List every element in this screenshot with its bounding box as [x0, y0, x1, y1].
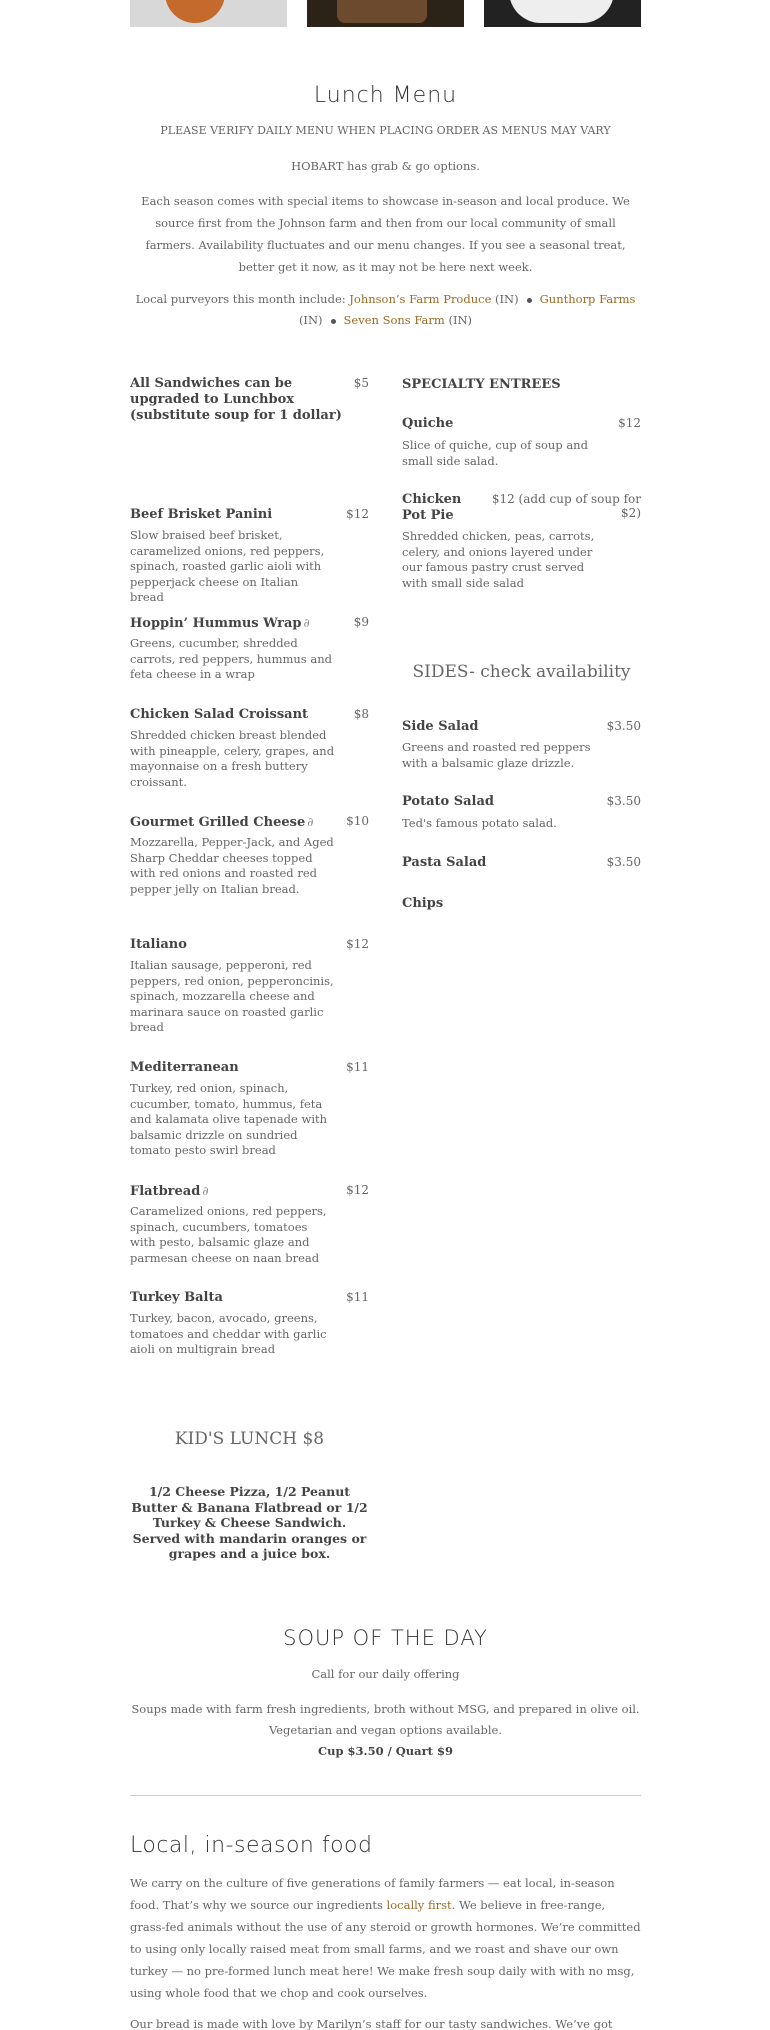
purveyor-link-johnson[interactable]: Johnson’s Farm Produce	[349, 292, 492, 306]
sandwich-item-name: All Sandwiches can be upgraded to Lunchbox (substitute soup for 1 dollar)	[130, 376, 342, 423]
section-divider	[130, 1795, 641, 1796]
food-photo-2	[307, 0, 464, 27]
specialty-heading: SPECIALTY ENTREES	[402, 377, 561, 392]
food-photo-3	[484, 0, 641, 27]
kids-lunch-desc: 1/2 Cheese Pizza, 1/2 Peanut Butter & Banana Flatbread or 1/2 Turkey & Cheese Sandwich. Served with mandarin oranges or grapes and a juice box.	[131, 1484, 368, 1561]
purveyor-state: (IN)	[444, 313, 473, 327]
sides-heading: SIDES- check availability	[412, 662, 631, 682]
soup-description: Soups made with farm fresh ingredients, broth without MSG, and prepared in olive oil. Vegetarian and vegan options available.	[131, 1702, 640, 1737]
season-description: Each season comes with special items to showcase in-season and local produce. We source first from the Johnson farm and then from our local community of small farmers. Availability fluctuates and our menu changes. If you see a seasonal treat, better get it now, as it may not be here next week.	[141, 194, 630, 274]
side-item-price: $3.50	[606, 719, 641, 733]
side-item-price: $3.50	[606, 855, 641, 869]
specialty-item-desc: Shredded chicken, peas, carrots, celery, and onions layered under our famous pastry crust served with small side salad	[402, 529, 595, 590]
specialty-item-name: Quiche	[402, 416, 454, 431]
side-item-name: Side Salad	[402, 719, 479, 734]
sandwich-item-name: Turkey Balta	[130, 1290, 223, 1305]
side-item-price: $3.50	[606, 794, 641, 808]
purveyor-state: (IN)	[298, 313, 323, 327]
sandwich-item-price: $11	[346, 1290, 369, 1304]
sandwich-item-name-text: Hoppin’ Hummus Wrap	[130, 616, 302, 631]
specialty-item-price: $12	[618, 416, 641, 430]
sandwich-item-name-text: Gourmet Grilled Cheese	[130, 815, 306, 830]
food-photo-1	[130, 0, 287, 27]
side-item-name: Potato Salad	[402, 794, 494, 809]
daily-menu-notice: PLEASE VERIFY DAILY MENU WHEN PLACING ORDER AS MENUS MAY VARY	[160, 124, 611, 137]
sandwich-item-desc: Turkey, red onion, spinach, cucumber, tomato, hummus, feta and kalamata olive tapenade with balsamic drizzle on sundried tomato pesto swirl bread	[130, 1081, 328, 1157]
sandwich-item-name: Chicken Salad Croissant	[130, 707, 309, 722]
sandwich-item-name: Italiano	[130, 937, 187, 952]
local-text: . We believe in free-range, grass-fed animals without the use of any steroid or growth hormones. We’re committed to using only locally raised meat from small farms, and we roast and shave our own turkey — no pre-formed lunch meat here! We make fresh soup daily with with no msg, using whole food that we chop and cook ourselves.	[130, 1898, 641, 2000]
sandwich-item-desc: Caramelized onions, red peppers, spinach, cucumbers, tomatoes with pesto, balsamic glaze and parmesan cheese on naan bread	[130, 1204, 327, 1265]
sandwich-item-price: $12	[346, 1183, 369, 1197]
side-item-desc: Ted's famous potato salad.	[402, 816, 557, 830]
sandwich-item-name	[130, 1183, 330, 1200]
soup-price: Cup $3.50 / Quart $9	[318, 1744, 453, 1758]
purveyors-prefix: Local purveyors this month include:	[135, 292, 350, 306]
sandwich-item-price: $12	[346, 937, 369, 951]
specialty-item-price: $12 (add cup of soup for $2)	[491, 492, 641, 520]
sandwich-item-price: $11	[346, 1060, 369, 1074]
sandwich-item-name: Beef Brisket Panini	[130, 507, 273, 522]
purveyor-link-seven-sons[interactable]: Seven Sons Farm	[343, 313, 445, 327]
vegetarian-icon: ∂	[307, 815, 314, 829]
vegetarian-icon: ∂	[202, 1184, 209, 1198]
sandwich-item-price: $9	[353, 615, 369, 629]
sandwich-item-desc: Shredded chicken breast blended with pineapple, celery, grapes, and mayonnaise on a fresh buttery croissant.	[130, 728, 335, 789]
local-food-heading: Local, in-season food	[130, 1833, 373, 1858]
sandwich-item-desc: Greens, cucumber, shredded carrots, red peppers, hummus and feta cheese in a wrap	[130, 636, 332, 681]
vegetarian-icon: ∂	[303, 616, 310, 630]
grab-go-note: HOBART has grab & go options.	[291, 159, 480, 173]
sandwich-item-price: $8	[353, 707, 369, 721]
bread-paragraph: Our bread is made with love by Marilyn’s staff for our tasty sandwiches. We’ve got	[130, 2017, 613, 2030]
sandwich-item-name: Mediterranean	[130, 1060, 239, 1075]
purveyor-state: (IN)	[491, 292, 519, 306]
sandwich-item-price: $12	[346, 507, 369, 521]
purveyors-line	[135, 289, 636, 331]
lunch-menu-title: Lunch Menu	[313, 83, 458, 108]
local-food-paragraph	[130, 1872, 641, 2004]
soup-heading: SOUP OF THE DAY	[283, 1626, 488, 1650]
kids-lunch-heading: KID'S LUNCH $8	[174, 1429, 325, 1449]
sandwich-item-desc: Turkey, bacon, avocado, greens, tomatoes and cheddar with garlic aioli on multigrain bread	[130, 1311, 327, 1356]
bullet-separator	[527, 298, 532, 303]
bullet-separator	[331, 319, 336, 324]
soup-subtitle: Call for our daily offering	[311, 1667, 460, 1681]
sandwich-item-name	[130, 814, 330, 831]
side-item-name: Pasta Salad	[402, 855, 487, 870]
locally-first-link[interactable]: locally first	[386, 1898, 452, 1912]
specialty-item-name: Chicken Pot Pie	[402, 492, 462, 523]
side-item-name: Chips	[402, 896, 444, 911]
sandwich-item-desc: Slow braised beef brisket, caramelized onions, red peppers, spinach, roasted garlic aioli with pepperjack cheese on Italian bread	[130, 528, 325, 604]
sandwich-item-desc: Mozzarella, Pepper-Jack, and Aged Sharp Cheddar cheeses topped with red onions and roasted red pepper jelly on Italian bread.	[130, 835, 334, 896]
sandwich-item-name	[130, 615, 330, 632]
sandwich-item-name-text: Flatbread	[130, 1184, 201, 1199]
sandwich-item-desc: Italian sausage, pepperoni, red peppers, red onion, pepperoncinis, spinach, mozzarella cheese and marinara sauce on roasted garlic bread	[130, 958, 334, 1034]
local-text: We carry on the culture of five generations of family farmers — eat local, in-season food. That’s why we source our ingredients	[130, 1876, 615, 1912]
sandwich-item-price: $10	[346, 814, 369, 828]
specialty-item-desc: Slice of quiche, cup of soup and small side salad.	[402, 438, 588, 468]
side-item-desc: Greens and roasted red peppers with a balsamic glaze drizzle.	[402, 740, 591, 770]
purveyor-link-gunthorp[interactable]: Gunthorp Farms	[539, 292, 636, 306]
sandwich-item-price: $5	[353, 376, 369, 390]
